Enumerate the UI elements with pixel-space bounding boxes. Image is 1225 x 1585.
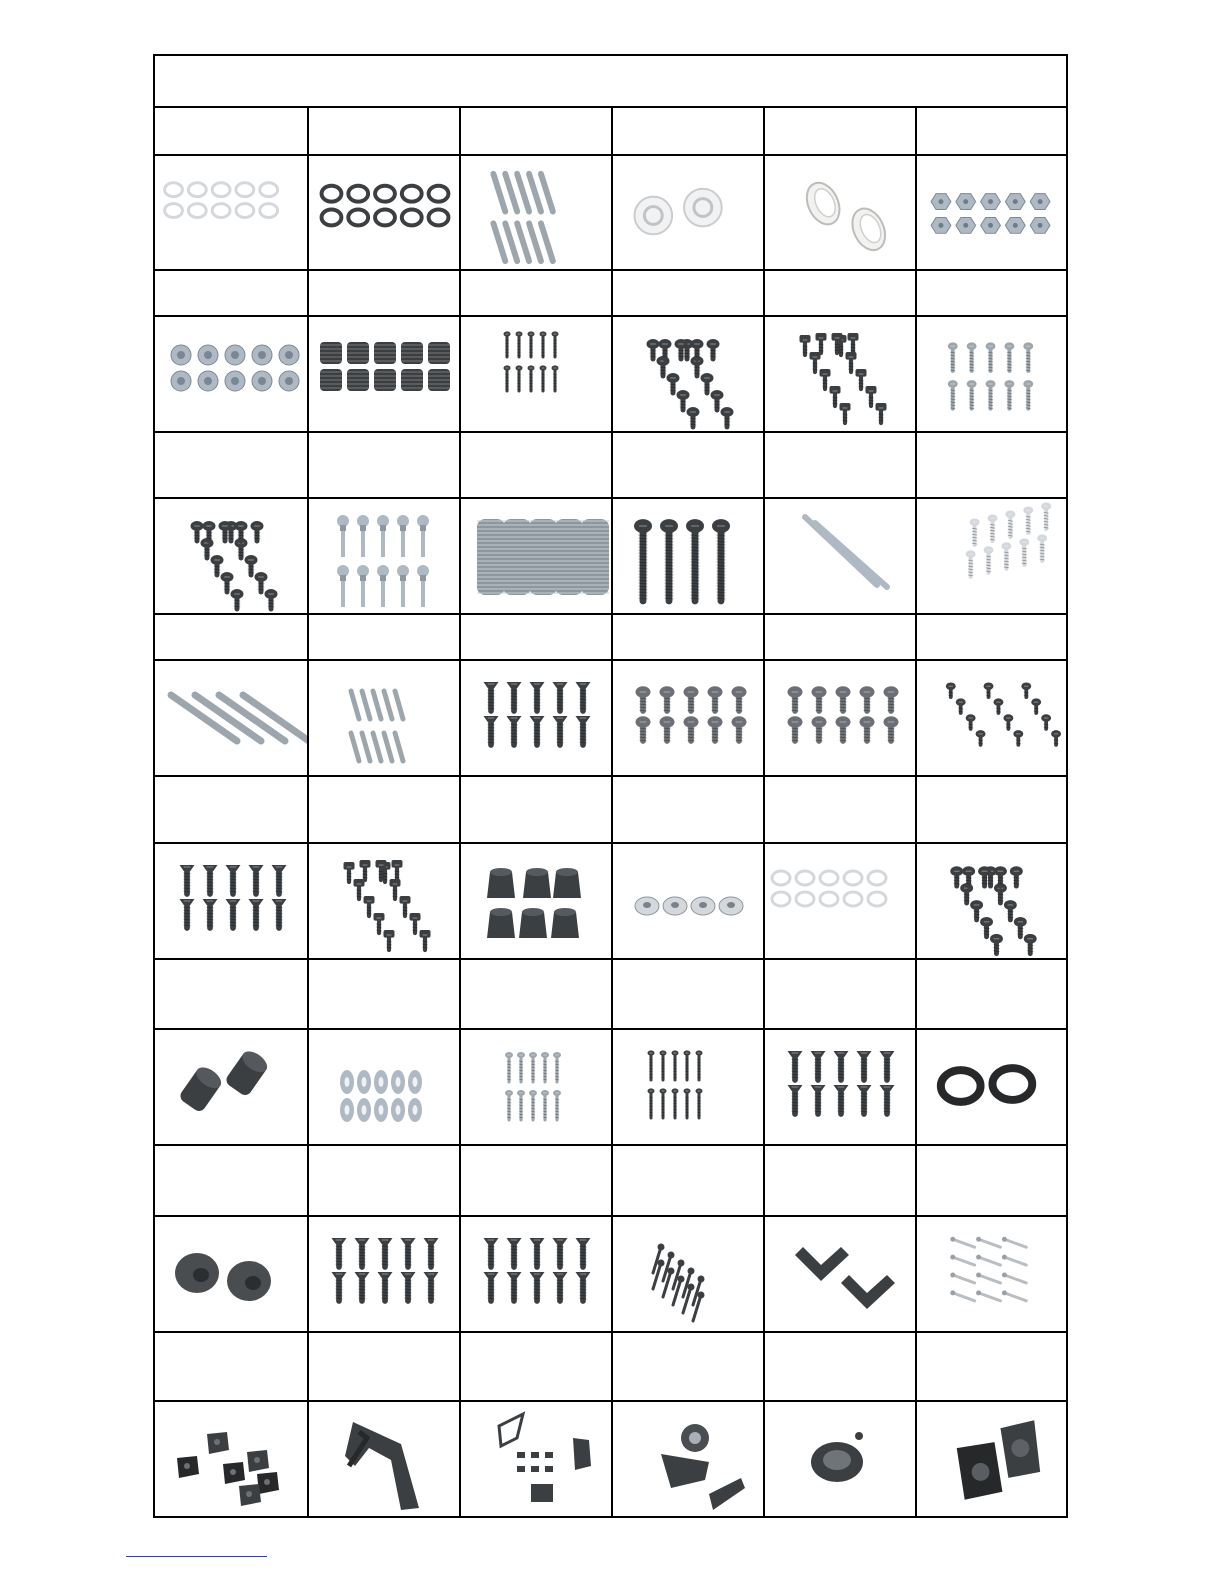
set-screw-icon xyxy=(309,317,459,431)
button-head-screw-icon xyxy=(917,844,1066,958)
thick-washer-icon xyxy=(309,1030,459,1144)
part-cell xyxy=(917,317,1066,431)
motor-mount-icon xyxy=(765,1402,915,1516)
long-machine-screw-icon xyxy=(461,1030,611,1144)
part-cell xyxy=(917,1217,1066,1331)
part-cell xyxy=(613,1030,763,1144)
shim-stack-icon xyxy=(461,499,611,613)
spacer-bushing-icon xyxy=(157,1030,307,1144)
gearbox-case-icon xyxy=(917,1402,1066,1516)
countersunk-screw-icon xyxy=(157,844,307,958)
part-cell xyxy=(157,1402,307,1516)
shock-tower-icon xyxy=(309,1402,459,1516)
pan-head-screw-icon xyxy=(613,661,763,775)
part-cell xyxy=(461,844,611,958)
part-cell xyxy=(917,661,1066,775)
button-head-screw-icon xyxy=(613,317,763,431)
silver-machine-screw-icon xyxy=(917,317,1066,431)
countersunk-screw-icon xyxy=(765,1030,915,1144)
part-cell xyxy=(157,1030,307,1144)
part-cell xyxy=(613,317,763,431)
part-cell xyxy=(461,499,611,613)
cap-head-screw-icon xyxy=(765,317,915,431)
angled-screw-icon xyxy=(613,1217,763,1331)
part-cell xyxy=(309,317,459,431)
part-cell xyxy=(157,317,307,431)
part-cell xyxy=(917,156,1066,269)
part-cell xyxy=(613,1402,763,1516)
cup-washer-icon xyxy=(613,844,763,958)
cap-head-screw-icon xyxy=(309,844,459,958)
part-cell xyxy=(613,156,763,269)
countersunk-screw-icon xyxy=(461,661,611,775)
ball-bearing-icon xyxy=(613,156,763,269)
countersunk-screw-icon xyxy=(309,1217,459,1331)
part-cell xyxy=(157,1217,307,1331)
part-cell xyxy=(309,844,459,958)
part-cell xyxy=(309,499,459,613)
part-cell xyxy=(917,1030,1066,1144)
black-o-ring-icon xyxy=(309,156,459,269)
part-cell xyxy=(917,1402,1066,1516)
thin-long-screw-icon xyxy=(613,1030,763,1144)
part-cell xyxy=(765,499,915,613)
part-cell xyxy=(765,317,915,431)
part-cell xyxy=(765,1217,915,1331)
part-cell xyxy=(309,1402,459,1516)
part-cell xyxy=(461,661,611,775)
countersunk-screw-icon xyxy=(461,1217,611,1331)
pan-head-screw-icon xyxy=(765,661,915,775)
part-cell xyxy=(917,844,1066,958)
ball-stud-icon xyxy=(309,499,459,613)
flanged-nut-icon xyxy=(157,317,307,431)
part-cell xyxy=(461,1217,611,1331)
small-washer-ring-icon xyxy=(765,844,915,958)
part-cell xyxy=(765,156,915,269)
part-cell xyxy=(309,661,459,775)
bumper-mount-icon xyxy=(461,1402,611,1516)
parts-sheet xyxy=(153,54,1068,1518)
part-cell xyxy=(461,1402,611,1516)
long-cap-bolt-icon xyxy=(613,499,763,613)
part-cell xyxy=(309,156,459,269)
part-cell xyxy=(613,844,763,958)
hub-carrier-icon xyxy=(157,1402,307,1516)
small-washer-ring-icon xyxy=(157,156,307,269)
part-cell xyxy=(309,1217,459,1331)
part-cell xyxy=(309,1030,459,1144)
hinge-pin-icon xyxy=(157,661,307,775)
thin-machine-screw-icon xyxy=(461,317,611,431)
part-cell xyxy=(157,156,307,269)
rubber-ring-icon xyxy=(917,1030,1066,1144)
part-cell xyxy=(461,317,611,431)
button-head-screw-icon xyxy=(157,499,307,613)
turnbuckle-icon xyxy=(917,1217,1066,1331)
large-spacer-icon xyxy=(157,1217,307,1331)
part-cell xyxy=(613,1217,763,1331)
part-cell xyxy=(613,499,763,613)
small-button-screw-icon xyxy=(917,661,1066,775)
part-cell xyxy=(157,844,307,958)
part-cell xyxy=(461,1030,611,1144)
part-cell xyxy=(765,844,915,958)
metal-pin-icon xyxy=(461,156,611,269)
steering-bellcrank-icon xyxy=(613,1402,763,1516)
part-cell xyxy=(461,156,611,269)
hex-nut-icon xyxy=(917,156,1066,269)
part-cell xyxy=(613,661,763,775)
suspension-arm-icon xyxy=(765,1217,915,1331)
rubber-cap-icon xyxy=(461,844,611,958)
part-cell xyxy=(765,1030,915,1144)
silver-flat-screw-icon xyxy=(917,499,1066,613)
footer-link[interactable] xyxy=(126,1556,267,1557)
part-cell xyxy=(765,661,915,775)
short-pin-icon xyxy=(309,661,459,775)
part-cell xyxy=(765,1402,915,1516)
part-cell xyxy=(917,499,1066,613)
part-cell xyxy=(157,499,307,613)
part-cell xyxy=(157,661,307,775)
bushing-ring-icon xyxy=(765,156,915,269)
long-shaft-icon xyxy=(765,499,915,613)
